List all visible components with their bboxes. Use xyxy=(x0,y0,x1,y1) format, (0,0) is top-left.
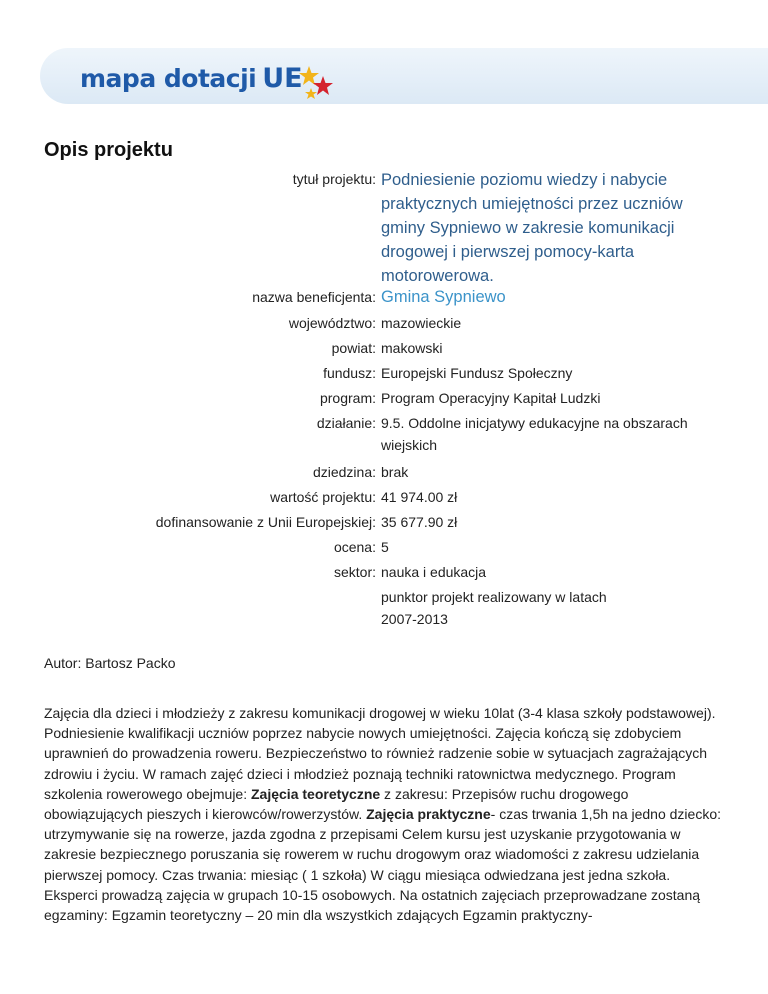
detail-value: Europejski Fundusz Społeczny xyxy=(381,365,573,381)
detail-value: Program Operacyjny Kapitał Ludzki xyxy=(381,390,601,406)
detail-label: działanie: xyxy=(316,415,376,431)
description-text: - czas trwania 1,5h na jedno dziecko: utrzymywanie się na rowerze, jazda zgodna z przepisami Celem kursu jest uzyskanie przygotowania w zakresie bezpiecznego poruszania się rowerem w ruchu drogowym oraz wiadomości z zakresu udzielania pierwszej pomocy. Czas trwania: miesiąc ( 1 szkoła) W ciągu miesiąca odwiedzana jest jedna szkoła. Eksperci prowadzą zajęcia w grupach 10-15 osobowych. Na ostatnich zajęciach przeprowadzane zostaną egzaminy: Egzamin teoretyczny – 20 min dla wszystkich zdających Egzamin praktyczny- xyxy=(44,806,721,924)
detail-label: województwo: xyxy=(288,315,376,331)
site-logo[interactable] xyxy=(80,55,335,101)
detail-row xyxy=(0,536,768,561)
detail-label: ocena: xyxy=(333,539,376,555)
author: Autor: Bartosz Packo xyxy=(44,655,176,671)
detail-value: brak xyxy=(381,464,409,480)
description-bold: Zajęcia praktyczne xyxy=(366,806,491,823)
detail-row xyxy=(0,337,768,362)
detail-value: 5 xyxy=(381,539,389,555)
description-text: z zakresu: Przepisów ruchu drogowego obowiązujących pieszych i kierowców/rowerzystów. xyxy=(44,785,629,823)
project-title-value: Podniesienie poziomu wiedzy i nabycie praktycznych umiejętności przez uczniów gminy Sypniewo w zakresie komunikacji drogowej i pierwszej pomocy-karta motorowerowa. xyxy=(381,171,683,285)
detail-row xyxy=(0,461,768,486)
detail-row xyxy=(0,486,768,511)
detail-value: makowski xyxy=(381,340,443,356)
detail-label xyxy=(0,586,381,632)
detail-value: nauka i edukacja xyxy=(381,564,487,580)
detail-row xyxy=(0,511,768,536)
page-title: Opis projektu xyxy=(44,139,173,161)
detail-row xyxy=(0,362,768,387)
detail-label: program: xyxy=(319,390,376,406)
project-details xyxy=(0,166,768,632)
logo-ue: UE xyxy=(262,62,303,94)
beneficiary-link[interactable]: Gmina Sypniewo xyxy=(381,288,506,306)
detail-row-beneficiary xyxy=(0,282,768,310)
detail-value: 9.5. Oddolne inicjatywy edukacyjne na obszarach wiejskich xyxy=(381,415,688,453)
description-text: Zajęcia dla dzieci i młodzieży z zakresu komunikacji drogowej w wieku 10lat (3-4 klasa szkoły podstawowej). Podniesienie kwalifikacji uczniów poprzez nabycie nowych umiejętności. Zajęcia kończą się zdobyciem uprawnień do prowadzenia roweru. Bezpieczeństwo to również radzenie sobie w sytuacjach zagrażających zdrowiu i życiu. W ramach zajęć dzieci i młodzież poznają techniki ratownictwa medycznego. Program szkolenia rowerowego obejmuje: xyxy=(44,705,716,802)
description-bold: Zajęcia teoretyczne xyxy=(251,785,381,802)
detail-label: fundusz: xyxy=(323,365,376,381)
detail-row-title xyxy=(0,166,768,285)
detail-value: mazowieckie xyxy=(381,315,462,331)
detail-value: punktor projekt realizowany w latach 2007-2013 xyxy=(381,589,607,627)
logo-stars-icon xyxy=(299,62,335,102)
detail-label: sektor: xyxy=(333,564,376,580)
detail-label: tytuł projektu: xyxy=(292,171,376,187)
detail-value: 41 974.00 zł xyxy=(381,489,458,505)
logo-text: mapa dotacji xyxy=(80,63,257,93)
detail-label: wartość projektu: xyxy=(270,489,376,505)
detail-label: nazwa beneficjenta: xyxy=(252,289,376,305)
detail-value: 35 677.90 zł xyxy=(381,514,458,530)
detail-row xyxy=(0,586,768,632)
detail-row xyxy=(0,387,768,412)
project-description xyxy=(44,703,724,925)
detail-row xyxy=(0,312,768,337)
detail-label: powiat: xyxy=(331,340,376,356)
detail-row xyxy=(0,412,768,459)
detail-row xyxy=(0,561,768,586)
detail-label: dziedzina: xyxy=(312,464,376,480)
detail-label: dofinansowanie z Unii Europejskiej: xyxy=(155,514,376,530)
